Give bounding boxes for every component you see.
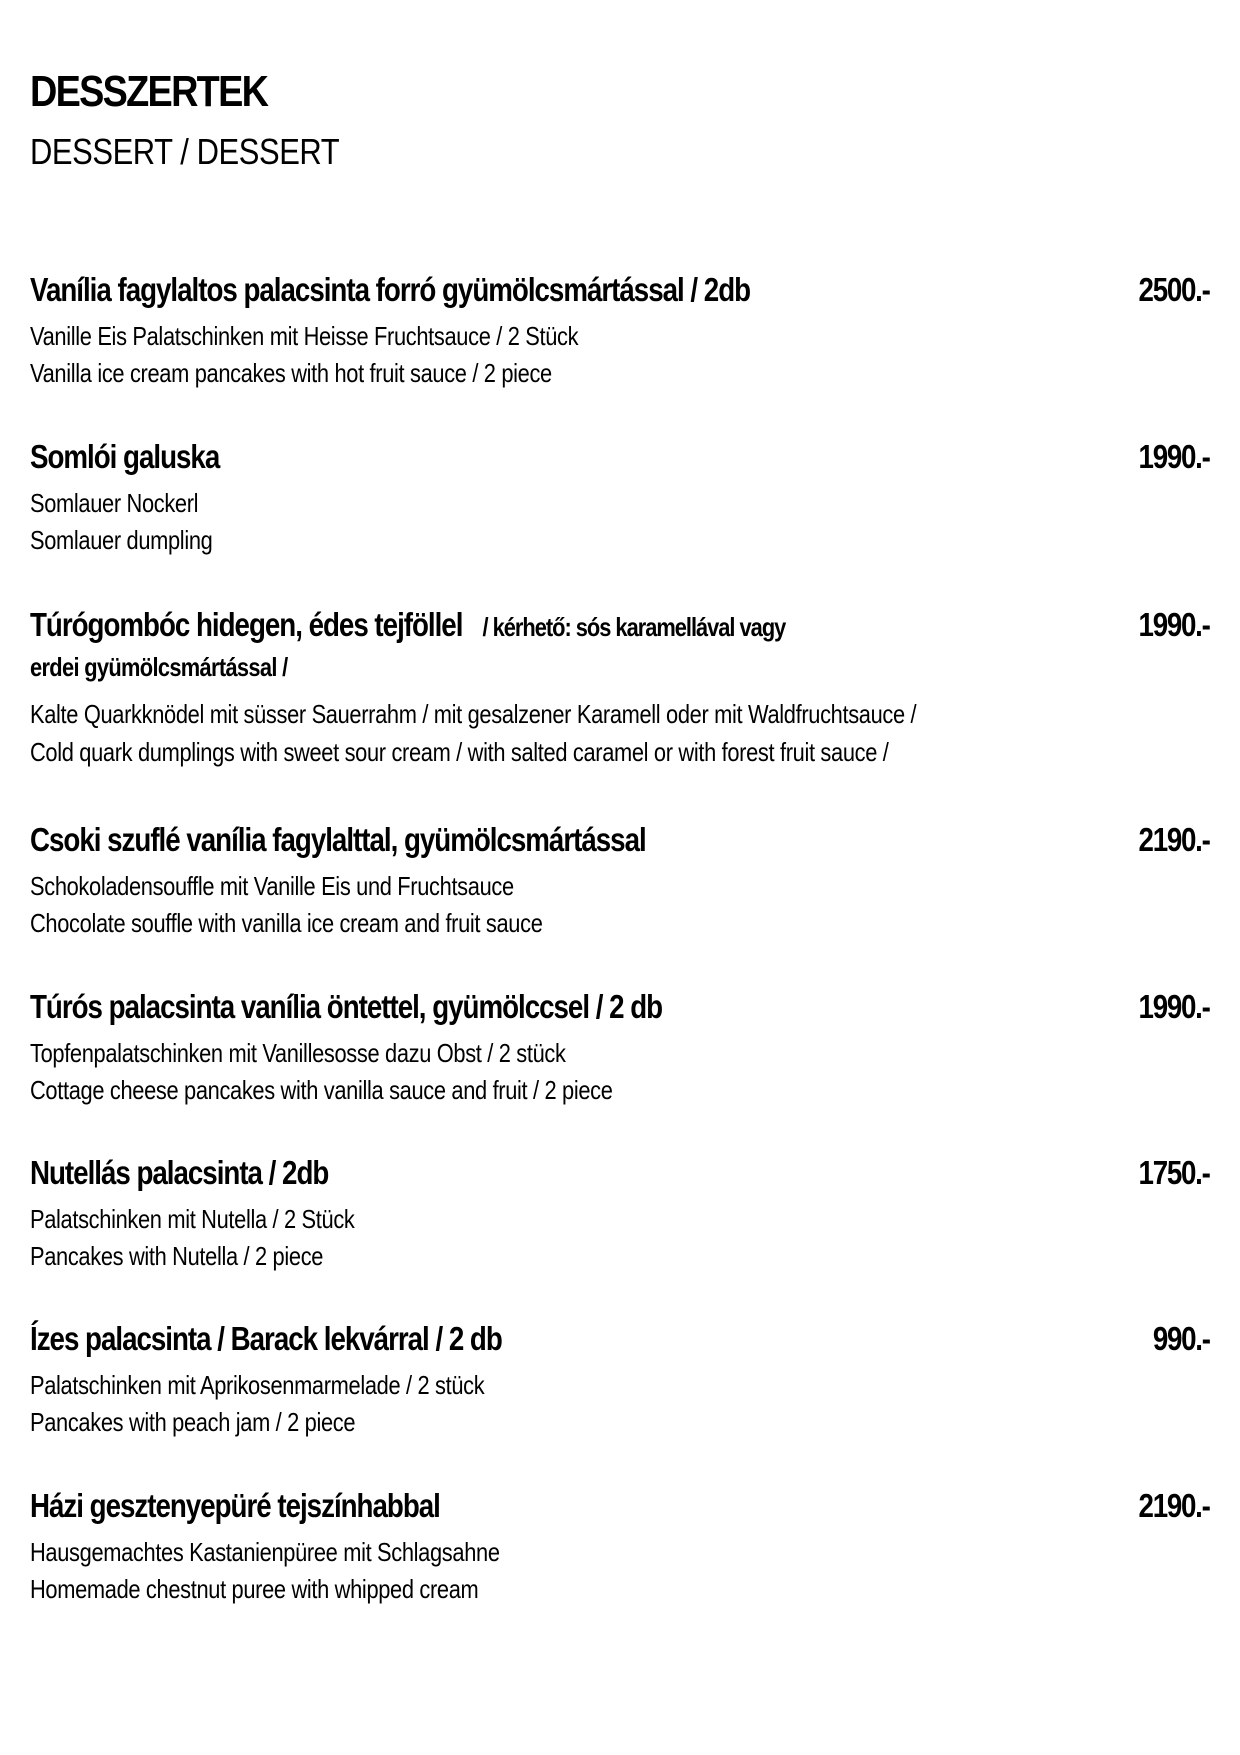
item-desc-english: Somlauer dumpling <box>30 525 213 555</box>
item-desc-german: Palatschinken mit Aprikosenmarmelade / 2 stück <box>30 1370 485 1400</box>
item-name-main: Túrógombóc hidegen, édes tejföllel <box>30 606 463 643</box>
item-price: 990.- <box>1153 1320 1210 1357</box>
item-name: Nutellás palacsinta / 2db <box>30 1154 329 1191</box>
item-desc-german: Palatschinken mit Nutella / 2 Stück <box>30 1204 355 1234</box>
item-name: Vanília fagylaltos palacsinta forró gyümölcsmártással / 2db <box>30 271 751 308</box>
item-desc-english: Cold quark dumplings with sweet sour cream / with salted caramel or with forest fruit sauce / <box>30 737 889 767</box>
item-desc-german: Schokoladensouffle mit Vanille Eis und Fruchtsauce <box>30 871 514 901</box>
item-name-line2: erdei gyümölcsmártással / <box>30 652 288 682</box>
item-desc-german: Kalte Quarkknödel mit süsser Sauerrahm / mit gesalzener Karamell oder mit Waldfruchtsauce / <box>30 699 917 729</box>
item-price: 1990.- <box>1138 438 1210 475</box>
item-price: 1990.- <box>1138 988 1210 1025</box>
item-name-extra: / kérhető: sós karamellával vagy <box>482 612 786 642</box>
item-desc-english: Pancakes with peach jam / 2 piece <box>30 1407 356 1437</box>
item-desc-english: Chocolate souffle with vanilla ice cream and fruit sauce <box>30 908 543 938</box>
item-desc-english: Cottage cheese pancakes with vanilla sauce and fruit / 2 piece <box>30 1075 613 1105</box>
item-price: 1990.- <box>1138 606 1210 643</box>
item-name: Házi gesztenyepüré tejszínhabbal <box>30 1487 440 1524</box>
item-name: Somlói galuska <box>30 438 220 475</box>
item-price: 2500.- <box>1138 271 1210 308</box>
item-name: Ízes palacsinta / Barack lekvárral / 2 db <box>30 1320 502 1357</box>
item-desc-german: Vanille Eis Palatschinken mit Heisse Fruchtsauce / 2 Stück <box>30 321 579 351</box>
item-desc-german: Hausgemachtes Kastanienpüree mit Schlagsahne <box>30 1537 500 1567</box>
item-price: 2190.- <box>1138 1487 1210 1524</box>
item-desc-english: Homemade chestnut puree with whipped cream <box>30 1574 479 1604</box>
item-name: Túrós palacsinta vanília öntettel, gyümölccsel / 2 db <box>30 988 663 1025</box>
item-desc-german: Somlauer Nockerl <box>30 488 199 518</box>
item-desc-english: Vanilla ice cream pancakes with hot fruit sauce / 2 piece <box>30 358 552 388</box>
item-name <box>30 608 785 641</box>
page-title: DESSZERTEK <box>30 67 268 116</box>
item-desc-english: Pancakes with Nutella / 2 piece <box>30 1241 324 1271</box>
item-price: 2190.- <box>1138 821 1210 858</box>
item-desc-german: Topfenpalatschinken mit Vanillesosse dazu Obst / 2 stück <box>30 1038 566 1068</box>
item-price: 1750.- <box>1138 1154 1210 1191</box>
item-name: Csoki szuflé vanília fagylalttal, gyümölcsmártással <box>30 821 646 858</box>
page-subtitle: DESSERT / DESSERT <box>30 131 340 172</box>
